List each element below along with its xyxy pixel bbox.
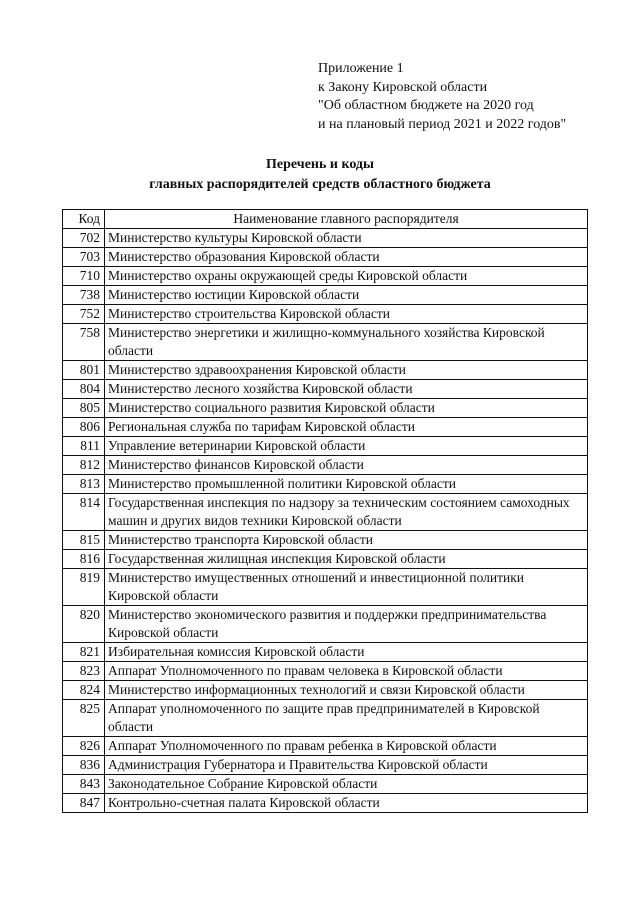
- row-code: 815: [63, 531, 105, 550]
- header-name: Наименование главного распорядителя: [105, 210, 588, 229]
- table-row: [63, 475, 588, 494]
- row-name: Министерство информационных технологий и связи Кировской области: [105, 681, 588, 700]
- table-row: [63, 324, 588, 361]
- appendix-line-4: и на плановый период 2021 и 2022 годов": [318, 116, 567, 132]
- appendix-line-1: Приложение 1: [318, 61, 404, 76]
- row-name: Министерство здравоохранения Кировской области: [105, 361, 588, 380]
- row-name: Аппарат уполномоченного по защите прав предпринимателей в Кировской области: [105, 700, 588, 737]
- table-row: [63, 361, 588, 380]
- row-code: 752: [63, 305, 105, 324]
- title-line-1: Перечень и коды: [266, 157, 374, 172]
- row-code: 812: [63, 456, 105, 475]
- appendix-line-2: к Закону Кировской области: [318, 79, 488, 95]
- row-code: 801: [63, 361, 105, 380]
- title-line-2: главных распорядителей средств областного бюджета: [149, 177, 491, 192]
- row-code: 804: [63, 380, 105, 399]
- table-row: [63, 286, 588, 305]
- appendix-block: [318, 60, 566, 134]
- row-code: 710: [63, 267, 105, 286]
- table-row: [63, 569, 588, 606]
- row-name: Министерство строительства Кировской области: [105, 305, 588, 324]
- row-name: Министерство финансов Кировской области: [105, 456, 588, 475]
- row-code: 806: [63, 418, 105, 437]
- table-row: [63, 756, 588, 775]
- table-row: [63, 494, 588, 531]
- row-code: 811: [63, 437, 105, 456]
- row-name: Министерство юстиции Кировской области: [105, 286, 588, 305]
- row-name: Министерство имущественных отношений и инвестиционной политики Кировской области: [105, 569, 588, 606]
- row-name: Министерство промышленной политики Кировской области: [105, 475, 588, 494]
- row-code: 825: [63, 700, 105, 737]
- row-code: 738: [63, 286, 105, 305]
- row-name: Министерство социального развития Кировской области: [105, 399, 588, 418]
- table-row: [63, 456, 588, 475]
- row-name: Администрация Губернатора и Правительства Кировской области: [105, 756, 588, 775]
- table-body: [63, 229, 588, 813]
- table-row: [63, 550, 588, 569]
- row-code: 821: [63, 643, 105, 662]
- row-name: Министерство энергетики и жилищно-коммунального хозяйства Кировской области: [105, 324, 588, 361]
- table-row: [63, 305, 588, 324]
- table-row: [63, 775, 588, 794]
- header-code: Код: [63, 210, 105, 229]
- row-name: Министерство экономического развития и поддержки предпринимательства Кировской области: [105, 606, 588, 643]
- row-name: Министерство транспорта Кировской области: [105, 531, 588, 550]
- table-row: [63, 418, 588, 437]
- row-code: 820: [63, 606, 105, 643]
- row-code: 813: [63, 475, 105, 494]
- row-name: Государственная инспекция по надзору за техническим состоянием самоходных машин и других видов техники Кировской области: [105, 494, 588, 531]
- row-code: 824: [63, 681, 105, 700]
- row-code: 814: [63, 494, 105, 531]
- table-row: [63, 794, 588, 813]
- table-row: [63, 662, 588, 681]
- appendix-line-3: "Об областном бюджете на 2020 год: [318, 98, 534, 113]
- table-row: [63, 737, 588, 756]
- budget-administrators-table: [62, 209, 588, 813]
- row-name: Законодательное Собрание Кировской области: [105, 775, 588, 794]
- row-name: Государственная жилищная инспекция Кировской области: [105, 550, 588, 569]
- row-name: Министерство лесного хозяйства Кировской области: [105, 380, 588, 399]
- row-code: 836: [63, 756, 105, 775]
- row-name: Контрольно-счетная палата Кировской области: [105, 794, 588, 813]
- table-row: [63, 267, 588, 286]
- row-name: Министерство образования Кировской области: [105, 248, 588, 267]
- table-row: [63, 643, 588, 662]
- row-code: 819: [63, 569, 105, 606]
- table-row: [63, 229, 588, 248]
- row-code: 758: [63, 324, 105, 361]
- row-name: Министерство охраны окружающей среды Кировской области: [105, 267, 588, 286]
- row-name: Аппарат Уполномоченного по правам ребенка в Кировской области: [105, 737, 588, 756]
- row-code: 702: [63, 229, 105, 248]
- row-name: Региональная служба по тарифам Кировской области: [105, 418, 588, 437]
- table-row: [63, 380, 588, 399]
- table-row: [63, 606, 588, 643]
- row-code: 843: [63, 775, 105, 794]
- table-row: [63, 248, 588, 267]
- document-title: [0, 155, 640, 195]
- row-name: Избирательная комиссия Кировской области: [105, 643, 588, 662]
- table-header-row: [63, 210, 588, 229]
- row-code: 826: [63, 737, 105, 756]
- table-row: [63, 399, 588, 418]
- table-row: [63, 531, 588, 550]
- row-code: 823: [63, 662, 105, 681]
- table-row: [63, 700, 588, 737]
- row-name: Аппарат Уполномоченного по правам человека в Кировской области: [105, 662, 588, 681]
- table-row: [63, 437, 588, 456]
- row-code: 805: [63, 399, 105, 418]
- row-name: Управление ветеринарии Кировской области: [105, 437, 588, 456]
- row-name: Министерство культуры Кировской области: [105, 229, 588, 248]
- row-code: 847: [63, 794, 105, 813]
- row-code: 703: [63, 248, 105, 267]
- row-code: 816: [63, 550, 105, 569]
- table-row: [63, 681, 588, 700]
